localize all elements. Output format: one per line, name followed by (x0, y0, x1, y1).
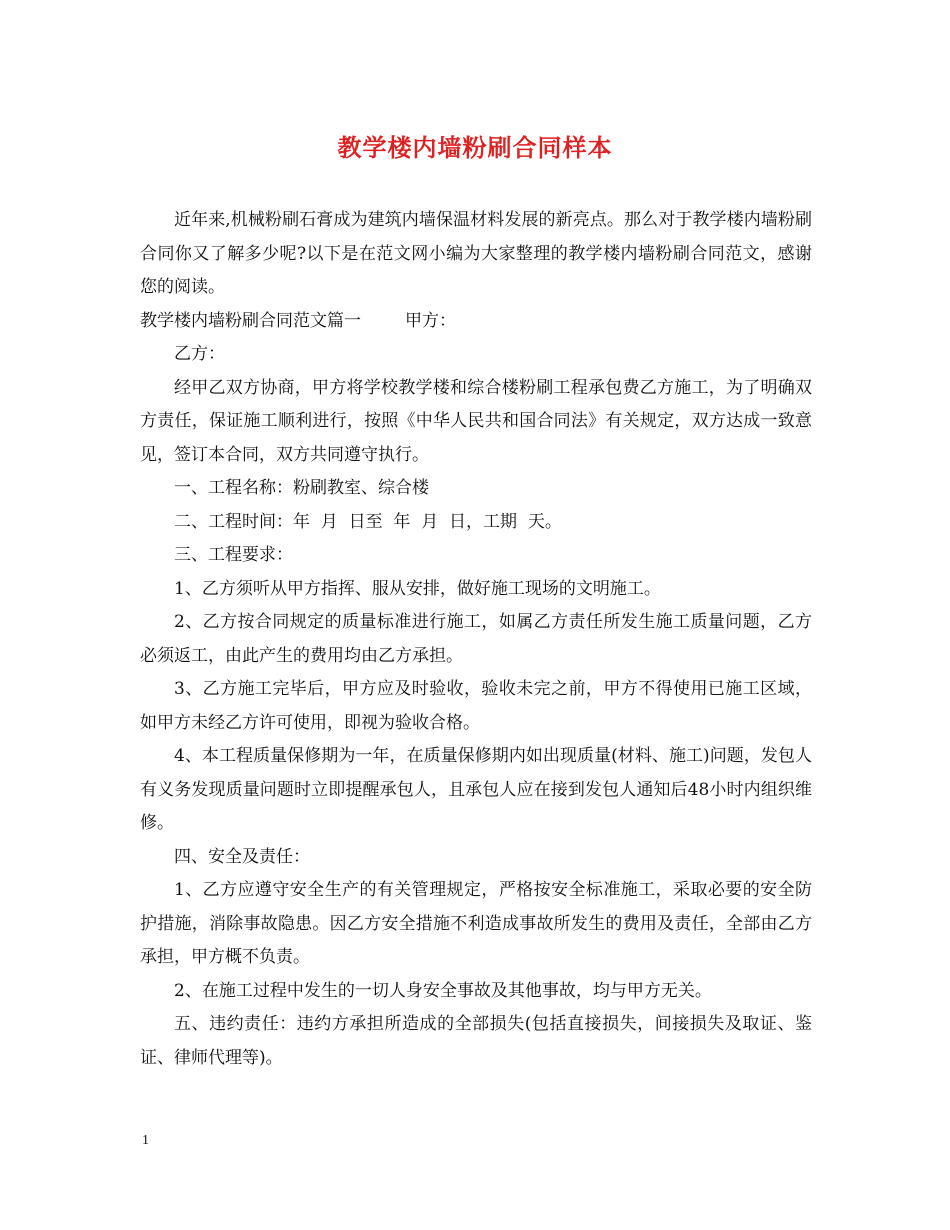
clause-paragraph: 三、工程要求： (174, 545, 293, 565)
section-heading-line (140, 305, 812, 339)
clause-paragraph: 3、乙方施工完毕后，甲方应及时验收，验收未完之前，甲方不得使用已施工区域，如甲方未经乙方许可使用，即视为验收合格。 (140, 679, 812, 733)
party-b-label: 乙方： (174, 344, 225, 364)
clause-paragraph: 2、在施工过程中发生的一切人身安全事故及其他事故，均与甲方无关。 (174, 980, 712, 1001)
clause-paragraph: 1、乙方须听从甲方指挥、服从安排，做好施工现场的文明施工。 (174, 578, 661, 599)
clause-paragraph: 2、乙方按合同规定的质量标准进行施工，如属乙方责任所发生施工质量问题，乙方必须返工，由此产生的费用均由乙方承担。 (140, 612, 812, 666)
clause-paragraph: 1、乙方应遵守安全生产的有关管理规定，严格按安全标准施工，采取必要的安全防护措施，消除事故隐患。因乙方安全措施不利造成事故所发生的费用及责任，全部由乙方承担，甲方概不负责。 (140, 880, 812, 967)
party-a-label: 甲方： (405, 310, 456, 331)
intro-paragraph: 近年来,机械粉刷石膏成为建筑内墙保温材料发展的新亮点。那么对于教学楼内墙粉刷合同你又了解多少呢?以下是在范文网小编为大家整理的教学楼内墙粉刷合同范文，感谢您的阅读。 (140, 210, 812, 297)
document-title: 教学楼内墙粉刷合同样本 (337, 133, 613, 162)
clause-paragraph: 四、安全及责任： (174, 846, 310, 867)
section-heading: 教学楼内墙粉刷合同范文篇一 (140, 310, 361, 331)
clause-paragraph: 二、工程时间：年 月 日至 年 月 日，工期 天。 (174, 511, 562, 532)
clause-paragraph: 五、违约责任：违约方承担所造成的全部损失(包括直接损失，间接损失及取证、鉴证、律师代理等)。 (140, 1014, 812, 1068)
preamble-paragraph: 经甲乙双方协商，甲方将学校教学楼和综合楼粉刷工程承包费乙方施工，为了明确双方责任，保证施工顺利进行，按照《中华人民共和国合同法》有关规定，双方达成一致意见，签订本合同，双方共同遵守执行。 (140, 377, 812, 465)
page-number: 1 (142, 1133, 149, 1148)
document-body (140, 204, 812, 1075)
clause-paragraph: 4、本工程质量保修期为一年，在质量保修期内如出现质量(材料、施工)问题，发包人有义务发现质量问题时立即提醒承包人，且承包人应在接到发包人通知后48小时内组织维修。 (140, 746, 812, 833)
clause-paragraph: 一、工程名称：粉刷教室、综合楼 (174, 478, 429, 498)
